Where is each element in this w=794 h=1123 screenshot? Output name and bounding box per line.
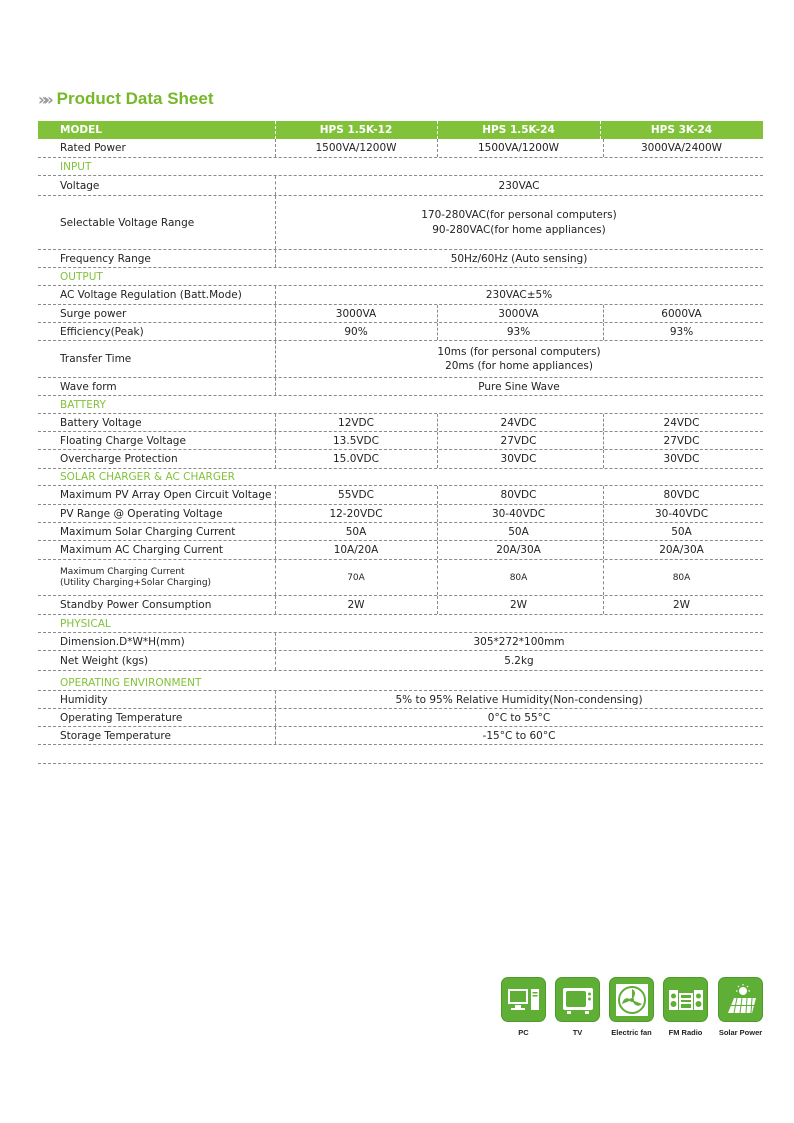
icon-item <box>500 977 547 1037</box>
table-row <box>38 596 763 615</box>
row-label: Wave form <box>60 380 117 393</box>
icon-caption: FM Radio <box>668 1028 703 1037</box>
row-label: Efficiency(Peak) <box>60 325 144 338</box>
row-value: 3000VA <box>335 307 377 320</box>
row-label: Standby Power Consumption <box>60 599 212 611</box>
icon-item <box>554 977 601 1037</box>
row-value: 30-40VDC <box>654 507 709 520</box>
row-value-line: 10ms (for personal computers) <box>437 346 601 358</box>
row-value-line: 20ms (for home appliances) <box>445 360 593 372</box>
row-value: 3000VA <box>498 307 539 320</box>
row-value: 50Hz/60Hz (Auto sensing) <box>450 252 588 265</box>
row-value: 20A/30A <box>659 544 704 556</box>
table-row <box>38 323 763 341</box>
row-value: 0°C to 55°C <box>487 711 551 724</box>
row-value: 13.5VDC <box>333 434 379 447</box>
row-value: 93% <box>669 325 694 338</box>
electric-fan-icon <box>609 977 654 1022</box>
row-value: 12-20VDC <box>329 507 383 520</box>
section-battery: BATTERY <box>60 398 106 411</box>
table-row <box>38 414 763 432</box>
row-value: 55VDC <box>338 489 374 501</box>
row-value: 6000VA <box>661 307 702 320</box>
title-text: Product Data Sheet <box>56 89 214 108</box>
row-label: Dimension.D*W*H(mm) <box>60 635 185 648</box>
row-label-line: Maximum Charging Current <box>60 566 185 577</box>
section-output: OUTPUT <box>60 270 103 283</box>
row-value: 27VDC <box>500 434 537 447</box>
application-icons <box>500 977 765 1037</box>
table-row <box>38 709 763 727</box>
table-row <box>38 633 763 651</box>
row-value: 2W <box>347 599 365 611</box>
row-label: Voltage <box>60 179 100 192</box>
table-row <box>38 139 763 158</box>
row-value: 2W <box>672 599 691 611</box>
row-value: 20A/30A <box>496 544 541 556</box>
row-value-line: 170-280VAC(for personal computers) <box>421 209 617 221</box>
double-chevron-icon: »» <box>38 89 49 109</box>
row-value: 30-40VDC <box>491 507 546 520</box>
table-row <box>38 541 763 560</box>
table-row <box>38 727 763 745</box>
row-value: 5.2kg <box>504 654 534 667</box>
row-label: Maximum AC Charging Current <box>60 544 223 556</box>
icon-caption: Electric fan <box>611 1028 652 1037</box>
icon-caption: PC <box>518 1028 529 1037</box>
row-value: 30VDC <box>500 453 537 465</box>
row-label: Storage Temperature <box>60 729 171 742</box>
section-heading <box>38 469 763 486</box>
header-model-label: MODEL <box>60 124 102 136</box>
row-value: 2W <box>509 599 528 611</box>
table-row <box>38 691 763 709</box>
row-value: 50A <box>508 525 529 538</box>
table-row-empty <box>38 745 763 764</box>
row-value: 12VDC <box>338 416 374 429</box>
section-input: INPUT <box>60 160 92 173</box>
row-value: 24VDC <box>663 416 700 429</box>
section-heading <box>38 158 763 176</box>
tv-icon <box>555 977 600 1022</box>
row-value: 70A <box>347 572 365 583</box>
header-model-3: HPS 3K-24 <box>650 124 713 136</box>
table-row <box>38 560 763 596</box>
row-label: Floating Charge Voltage <box>60 434 186 447</box>
table-row <box>38 286 763 305</box>
row-value: 80A <box>672 572 691 583</box>
table-row <box>38 450 763 469</box>
table-row <box>38 305 763 323</box>
row-label: Operating Temperature <box>60 711 183 724</box>
table-row <box>38 486 763 505</box>
section-solar-charger: SOLAR CHARGER & AC CHARGER <box>60 471 235 483</box>
icon-item <box>717 977 764 1037</box>
row-label: PV Range @ Operating Voltage <box>60 507 223 520</box>
fm-radio-icon <box>663 977 708 1022</box>
row-value: 10A/20A <box>333 544 379 556</box>
row-value: 5% to 95% Relative Humidity(Non-condensing) <box>395 693 643 706</box>
section-heading <box>38 268 763 286</box>
row-label: Selectable Voltage Range <box>60 216 195 229</box>
row-label: Overcharge Protection <box>60 453 178 465</box>
row-value: Pure Sine Wave <box>478 380 560 393</box>
icon-caption: Solar Power <box>718 1028 763 1037</box>
row-value: 80A <box>509 572 528 583</box>
row-value: 30VDC <box>663 453 700 465</box>
table-row <box>38 505 763 523</box>
row-value: -15°C to 60°C <box>482 729 556 742</box>
row-value: 80VDC <box>663 489 700 501</box>
section-heading <box>38 396 763 414</box>
row-value: 15.0VDC <box>333 453 379 465</box>
section-operating-environment: OPERATING ENVIRONMENT <box>60 677 202 689</box>
row-label: Surge power <box>60 307 127 320</box>
table-row <box>38 341 763 378</box>
table-row <box>38 651 763 671</box>
table-row <box>38 250 763 268</box>
row-value: 27VDC <box>663 434 700 447</box>
row-label: Humidity <box>60 693 108 706</box>
section-physical: PHYSICAL <box>60 617 111 630</box>
table-row <box>38 432 763 450</box>
row-label: AC Voltage Regulation (Batt.Mode) <box>60 289 242 301</box>
table-row <box>38 378 763 396</box>
row-value: 230VAC <box>498 179 540 192</box>
row-label: Rated Power <box>60 142 126 154</box>
row-value-line: 90-280VAC(for home appliances) <box>432 224 606 236</box>
row-label: Maximum Solar Charging Current <box>60 525 236 538</box>
table-row <box>38 176 763 196</box>
table-row <box>38 196 763 250</box>
row-label: Transfer Time <box>60 353 132 365</box>
row-value: 305*272*100mm <box>473 635 565 648</box>
row-label-line: (Utility Charging+Solar Charging) <box>60 577 212 588</box>
row-label: Maximum PV Array Open Circuit Voltage <box>60 489 272 501</box>
row-value: 3000VA/2400W <box>640 142 723 154</box>
table-header <box>38 121 763 139</box>
header-model-1: HPS 1.5K-12 <box>319 124 393 136</box>
row-label: Net Weight (kgs) <box>60 654 149 667</box>
row-value: 24VDC <box>500 416 537 429</box>
icon-item <box>608 977 655 1037</box>
icon-item <box>662 977 709 1037</box>
solar-power-icon <box>718 977 763 1022</box>
row-value: 230VAC±5% <box>485 289 553 301</box>
header-model-2: HPS 1.5K-24 <box>482 124 555 136</box>
row-value: 80VDC <box>500 489 537 501</box>
row-value: 1500VA/1200W <box>315 142 397 154</box>
section-heading <box>38 671 763 691</box>
row-label: Battery Voltage <box>60 416 142 429</box>
row-value: 50A <box>345 525 367 538</box>
row-value: 90% <box>344 325 368 338</box>
table-row <box>38 523 763 541</box>
row-label: Frequency Range <box>60 252 151 265</box>
row-value: 93% <box>506 325 531 338</box>
row-value: 50A <box>671 525 692 538</box>
pc-icon <box>501 977 546 1022</box>
icon-caption: TV <box>572 1028 583 1037</box>
row-value: 1500VA/1200W <box>477 142 560 154</box>
section-heading <box>38 615 763 633</box>
spec-table <box>38 0 763 1123</box>
